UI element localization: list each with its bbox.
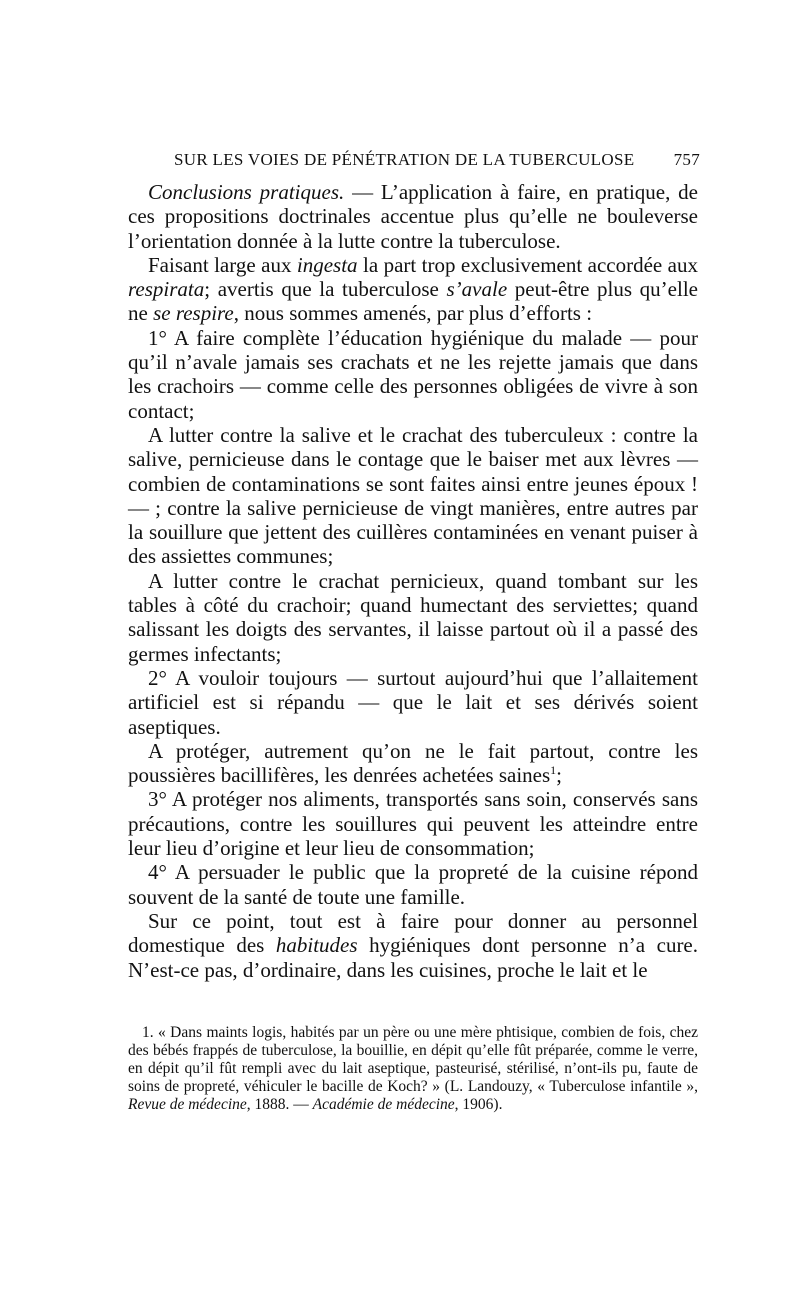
- paragraph-text: A protéger, autrement qu’on ne le fait partout, contre les poussières bacillifères, les denrées achetées saines: [128, 738, 698, 788]
- paragraph-text: ;: [556, 763, 562, 788]
- paragraph-salive: A lutter contre la salive et le crachat des tuberculeux : contre la salive, pernicieuse dans le contage que le baiser met aux lèvres — combien de contaminations se sont faites ainsi entre jeunes époux ! — ; contre la salive pernicieuse de vingt manières, entre autres par la souillure que jettent des cuillères contaminées en venant puiser à des assiettes communes;: [128, 422, 698, 569]
- paragraph-text: Sur ce point, tout est à faire pour donner au personnel domestique des: [128, 908, 698, 958]
- paragraph-text: ; avertis que la tuberculose: [204, 277, 447, 302]
- italic-term: s’avale: [446, 277, 508, 302]
- footnote-ref: 1: [550, 763, 557, 778]
- paragraph-crachat: A lutter contre le crachat pernicieux, quand tombant sur les tables à côté du crachoir; quand humectant des serviettes; quand salissant les doigts des servantes, il laisse partout où il a passé des germes infectants;: [128, 568, 698, 666]
- paragraph-point-1: 1° A faire complète l’éducation hygiénique du malade — pour qu’il n’avale jamais ses crachats et ne les rejette jamais que dans les crachoirs — comme celle des personnes obligées de vivre à son contact;: [128, 325, 698, 423]
- footnote-text: 1. « Dans maints logis, habités par un père ou une mère phtisique, combien de fois, chez des bébés frappés de tuberculose, la bouillie, en dépit qu’elle fût préparée, comme le verre, en dépit qu’il fût rempli avec du lait aseptique, pasteurisé, stérilisé, n’ont-ils pu, faute de soins de propreté, véhiculer le bacille de Koch? » (L. Landouzy, « Tuberculose infantile »,: [128, 1024, 698, 1095]
- citation-academie: Académie de médecine: [312, 1096, 455, 1113]
- paragraph-text: peut-être plus qu’elle ne: [128, 277, 698, 326]
- italic-term: se respire: [153, 301, 234, 326]
- italic-term: respirata: [128, 277, 205, 302]
- paragraph-text: Faisant large aux: [148, 252, 297, 277]
- footnotes: [128, 1024, 698, 1114]
- paragraph-text: hygiéniques dont personne n’a cure. N’est-ce pas, d’ordinaire, dans les cuisines, proche le lait et le: [128, 933, 699, 982]
- footnote-text: , 1906).: [454, 1096, 503, 1113]
- paragraph-habitudes: [128, 909, 698, 982]
- paragraph-point-4: 4° A persuader le public que la propreté de la cuisine répond souvent de la santé de toute une famille.: [128, 860, 698, 909]
- paragraph-text: — L’application à faire, en pratique, de ces propositions doctrinales accentue plus qu’elle ne bouleverse l’orientation donnée à la lutte contre la tuberculose.: [128, 180, 698, 253]
- footnote-1: [128, 1024, 698, 1114]
- citation-journal: Revue de médecine: [128, 1096, 247, 1113]
- paragraph-point-2: 2° A vouloir toujours — surtout aujourd’hui que l’allaitement artificiel est si répandu — que le lait et ses dérivés soient aseptiques.: [128, 665, 698, 739]
- italic-term: ingesta: [296, 252, 358, 277]
- paragraph-ingesta: [128, 253, 698, 326]
- running-title: SUR LES VOIES DE PÉNÉTRATION DE LA TUBERCULOSE: [174, 150, 635, 169]
- paragraph-text: la part trop exclusivement accordée aux: [357, 252, 698, 277]
- section-heading: Conclusions pratiques.: [148, 180, 345, 204]
- paragraph-text: , nous sommes amenés, par plus d’efforts :: [233, 301, 593, 326]
- page-number: 757: [673, 150, 700, 169]
- body-text: [128, 180, 698, 982]
- footnote-text: , 1888. —: [246, 1096, 313, 1113]
- paragraph-point-3: 3° A protéger nos aliments, transportés sans soin, conservés sans précautions, contre les souillures qui peuvent les atteindre entre leur lieu d’origine et leur lieu de consommation;: [128, 787, 698, 861]
- italic-term: habitudes: [275, 933, 358, 958]
- paragraph-conclusions: [128, 180, 698, 253]
- paragraph-poussieres: [128, 739, 698, 788]
